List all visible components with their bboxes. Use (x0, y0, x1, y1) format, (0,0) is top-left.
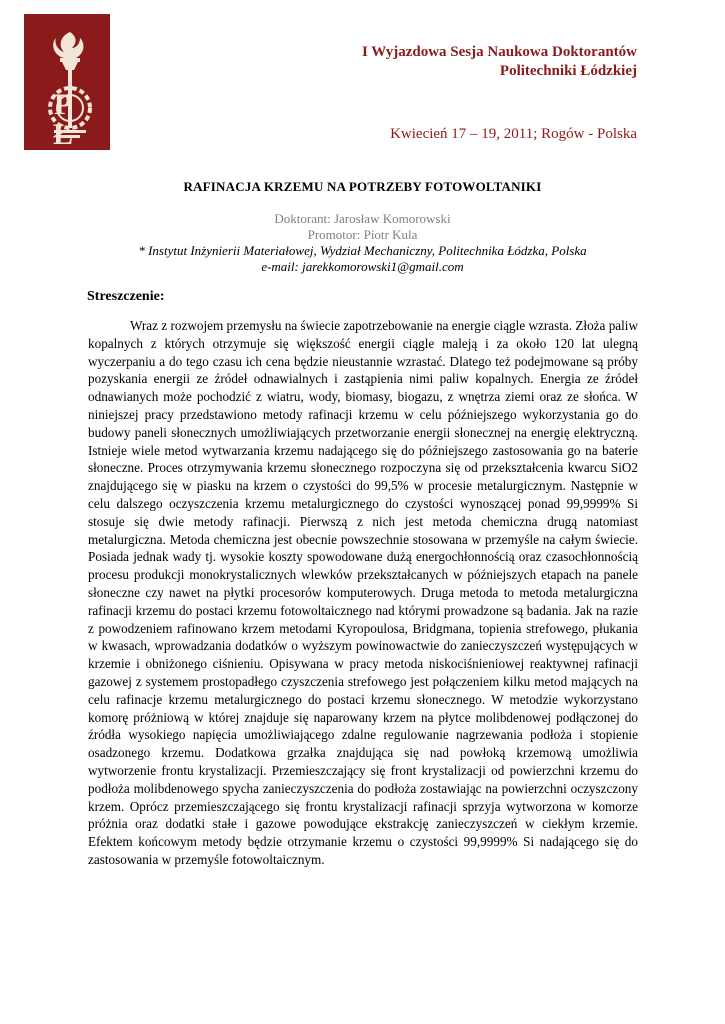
doctoral-student: Doktorant: Jarosław Komorowski (274, 211, 451, 226)
abstract-heading: Streszczenie: (87, 289, 165, 304)
university-logo (24, 14, 110, 150)
institute: * Instytut Inżynierii Materiałowej, Wydział Mechaniczny, Politechnika Łódzka, Polska (138, 243, 587, 258)
logo-letters: P Ł (52, 88, 87, 151)
promoter: Promotor: Piotr Kula (307, 227, 418, 242)
article-title: RAFINACJA KRZEMU NA POTRZEBY FOTOWOLTANIKI (183, 179, 542, 194)
abstract-body: Wraz z rozwojem przemysłu na świecie zapotrzebowanie na energie ciągle wzrasta. Złoża paliw kopalnych z których otrzymuje się większość energii ciągle maleją i za około 120 lat ulegną wyczerpaniu a do tego czasu ich cena będzie nieustannie wzrastać. Dlatego też podejmowane są próby pozyskania energii ze źródeł odnawialnych i zastąpienia nimi paliw kopalnych. Energia ze źródeł odnawianych może pochodzić z wiatru, wody, biomasy, biogazu, z wnętrza ziemi oraz ze słońca. W niniejszej pracy przedstawiono metody rafinacji krzemu w celu późniejszego wykorzystania go do budowy paneli słonecznych umożliwiających przetworzanie energii słonecznej na energię elektryczną. Istnieje wiele metod wytwarzania krzemu nadającego się do późniejszego zastosowania go na baterie słoneczne. Proces otrzymywania krzemu słonecznego rozpoczyna się od przekształcenia kwarcu SiO2 znajdującego się w piasku na krzem o czystości do 99,5% w procesie metalurgicznym. Następnie w celu dalszego oczyszczenia krzemu metalurgicznego do czystości wynoszącej ponad 99,9999% Si stosuje się dwie metody rafinacji. Pierwszą z nich jest metoda chemiczna drugą natomiast metalurgiczna. Metoda chemiczna jest obecnie powszechnie stosowana w przemyśle na całym świecie. Posiada jednak wady tj. wysokie koszty spowodowane dużą energochłonnością oraz czasochłonnością procesu produkcji monokrystalicznych wlewków przekształcanych w późniejszych etapach na panele słoneczne czy nawet na płytki procesorów komputerowych. Druga metoda to metoda metalurgiczna rafinacji krzemu do postaci krzemu fotowoltaicznego nad którymi prowadzone są badania. Jak na razie z powodzeniem rafinowano krzem metodami Kyropoulosa, Bridgmana, topienia strefowego, płukania w kwasach, wprowadzania dodatków o wyższym powinowactwie do zanieczyszczeń występujących w krzemie i obniżonego ciśnieniu. Opisywana w pracy metoda niskociśnieniowej reaktywnej rafinacji gazowej z systemem prostopadłego czyszczenia strefowego jest połączeniem kilku metod mających na celu rafinacje krzemu metalurgicznego do postaci krzemu słonecznego. W metodzie wykorzystano komorę próżniową w której znajduje się naparowany krzem na płytce molibdenowej podłączonej do źródła wysokiego napięcia umożliwiającego zdalne regulowanie nagrzewania podłoża i stopienie osadzonego krzemu. Dodatkowa grzałka znajdująca się nad powłoką krzemową umożliwia wytworzenie frontu krystalizacji. Przemieszczający się front krystalizacji od powierzchni krzemu do podłoża molibdenowego spycha zanieczyszczenia do podłoża zostawiając na powierzchni oczyszczony krzem. Oprócz przemieszczającego się frontu krystalizacji rafinacji sprzyja wytworzona w komorze próżnia oraz dodatki stałe i gazowe powodujące ekstrakcję zanieczyszczeń w ciekłym krzemie. Efektem końcowym metody będzie otrzymanie krzemu o czystości 99,9999% Si nadającego się do zastosowania w przemyśle fotowoltaicznym. (88, 318, 638, 867)
conference-subtitle: Politechniki Łódzkiej (499, 63, 637, 79)
conference-date: Kwiecień 17 – 19, 2011; Rogów - Polska (390, 126, 637, 142)
email: e-mail: jarekkomorowski1@gmail.com (261, 259, 464, 274)
conference-title: I Wyjazdowa Sesja Naukowa Doktorantów (361, 44, 637, 60)
